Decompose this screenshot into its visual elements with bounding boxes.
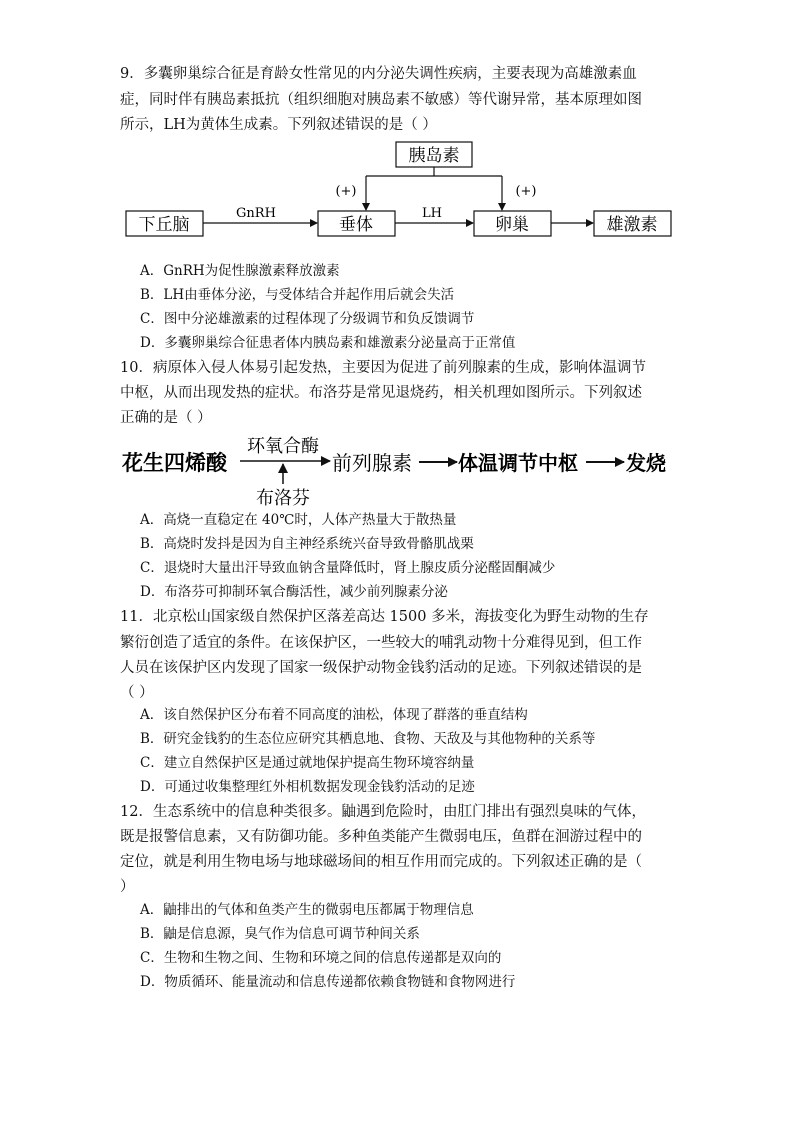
q11-stem-line-3: 人员在该保护区内发现了国家一级保护动物金钱豹活动的足迹。下列叙述错误的是	[120, 660, 642, 676]
prostaglandin-label: 前列腺素	[332, 451, 412, 475]
thermoregulation-center-label: 体温调节中枢	[458, 451, 578, 475]
q11-stem-line-4: （ ）	[120, 685, 154, 701]
plus-right-label: (+)	[515, 184, 537, 199]
ovary-label: 卵巢	[495, 215, 529, 235]
plus-left-label: (+)	[335, 184, 357, 199]
pituitary-label: 垂体	[339, 215, 373, 235]
q12-stem-line-4: ）	[120, 879, 135, 895]
q9-stem-line-3: 所示，LH为黄体生成素。下列叙述错误的是（ ）	[120, 117, 437, 133]
lh-label: LH	[422, 206, 442, 221]
ibuprofen-label: 布洛芬	[256, 488, 310, 509]
q10-option-b: B．高烧时发抖是因为自主神经系统兴奋导致骨骼肌战栗	[140, 536, 474, 552]
q12-option-a: A．鼬排出的气体和鱼类产生的微弱电压都属于物理信息	[140, 902, 474, 918]
q12-option-b: B．鼬是信息源，臭气作为信息可调节种间关系	[140, 926, 420, 942]
fever-label: 发烧	[626, 451, 666, 475]
q10-stem-line-1: 10．病原体入侵人体易引起发热，主要因为促进了前列腺素的生成，影响体温调节	[120, 360, 646, 376]
q12-option-d: D．物质循环、能量流动和信息传递都依赖食物链和食物网进行	[140, 974, 516, 990]
q12-stem-line-2: 既是报警信息素，又有防御功能。多种鱼类能产生微弱电压，鱼群在洄游过程中的	[120, 829, 642, 845]
q9-option-b: B．LH由垂体分泌，与受体结合并起作用后就会失活	[140, 287, 455, 303]
q11-option-a: A．该自然保护区分布着不同高度的油松，体现了群落的垂直结构	[140, 707, 528, 723]
q11-option-b: B．研究金钱豹的生态位应研究其栖息地、食物、天敌及与其他物种的关系等	[140, 731, 596, 747]
q11-stem-line-1: 11．北京松山国家级自然保护区落差高达 1500 多米，海拔变化为野生动物的生存	[120, 609, 649, 625]
androgen-label: 雄激素	[606, 215, 658, 235]
q12-option-c: C．生物和生物之间、生物和环境之间的信息传递都是双向的	[140, 950, 502, 966]
q10-diagram	[118, 428, 678, 510]
q11-option-c: C．建立自然保护区是通过就地保护提高生物环境容纳量	[140, 755, 475, 771]
q9-option-a: A．GnRH为促性腺激素释放激素	[140, 263, 340, 279]
q10-option-d: D．布洛芬可抑制环氧合酶活性，减少前列腺素分泌	[140, 584, 448, 600]
q10-option-a: A．高烧一直稳定在 40℃时，人体产热量大于散热量	[140, 512, 457, 528]
enzyme-label: 环氧合酶	[247, 436, 319, 457]
gnrh-label: GnRH	[236, 206, 276, 221]
q10-option-c: C．退烧时大量出汗导致血钠含量降低时，肾上腺皮质分泌醛固酮减少	[140, 560, 556, 576]
hypothalamus-label: 下丘脑	[138, 215, 190, 235]
q9-stem-line-1: 9．多囊卵巢综合征是育龄女性常见的内分泌失调性疾病，主要表现为高雄激素血	[120, 66, 637, 82]
q10-stem-line-3: 正确的是（ ）	[120, 410, 212, 426]
q11-option-d: D．可通过收集整理红外相机数据发现金钱豹活动的足迹	[140, 779, 475, 795]
arachidonic-acid-label: 花生四烯酸	[122, 450, 227, 475]
q12-stem-line-3: 定位，就是利用生物电场与地球磁场间的相互作用而完成的。下列叙述正确的是（	[120, 854, 642, 870]
q11-stem-line-2: 繁衍创造了适宜的条件。在该保护区，一些较大的哺乳动物十分难得见到，但工作	[120, 635, 642, 651]
q10-stem-line-2: 中枢，从而出现发热的症状。布洛芬是常见退烧药，相关机理如图所示。下列叙述	[120, 385, 642, 401]
q9-stem-line-2: 症，同时伴有胰岛素抵抗（组织细胞对胰岛素不敏感）等代谢异常，基本原理如图	[120, 92, 642, 108]
q9-option-d: D．多囊卵巢综合征患者体内胰岛素和雄激素分泌量高于正常值	[140, 335, 516, 351]
q12-stem-line-1: 12．生态系统中的信息种类很多。鼬遇到危险时，由肛门排出有强烈臭味的气体，	[120, 804, 646, 820]
q9-diagram	[118, 138, 678, 242]
insulin-label: 胰岛素	[408, 146, 460, 166]
q9-option-c: C．图中分泌雄激素的过程体现了分级调节和负反馈调节	[140, 311, 475, 327]
